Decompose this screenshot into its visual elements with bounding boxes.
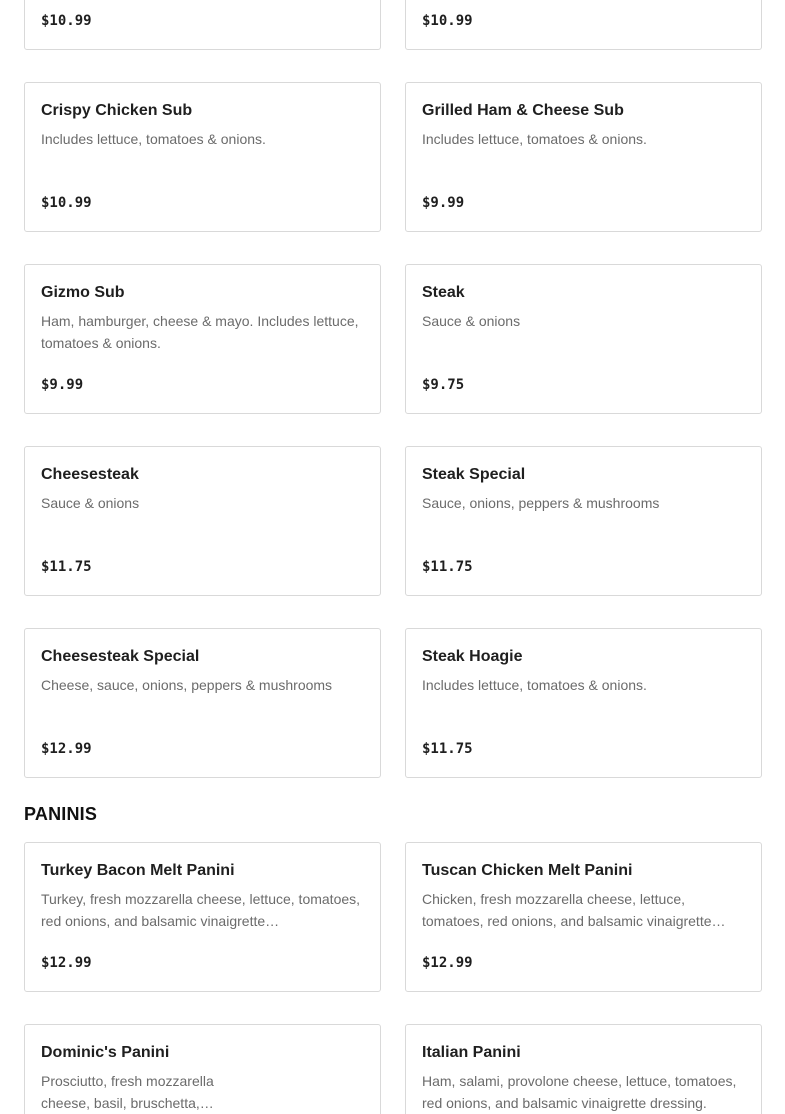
item-price: $9.99 xyxy=(41,377,84,393)
item-description: Turkey, fresh mozzarella cheese, lettuce, tomatoes, red onions, and balsamic vinaigrette… xyxy=(41,891,361,929)
item-price: $12.99 xyxy=(422,955,473,971)
menu-item-card[interactable] xyxy=(405,82,762,232)
item-description: Prosciutto, fresh mozzarella cheese, basil, bruschetta,… xyxy=(41,1073,214,1111)
menu-item-card[interactable] xyxy=(24,0,381,50)
menu-item-card[interactable] xyxy=(405,1024,762,1114)
item-price: $12.99 xyxy=(41,741,92,757)
item-description: Ham, hamburger, cheese & mayo. Includes lettuce, tomatoes & onions. xyxy=(41,313,359,351)
item-description: Ham, salami, provolone cheese, lettuce, tomatoes, red onions, and balsamic vinaigrette dressing. xyxy=(422,1073,737,1111)
item-name: Grilled Ham & Cheese Sub xyxy=(422,102,624,119)
item-description: Sauce, onions, peppers & mushrooms xyxy=(422,495,660,511)
item-price: $9.99 xyxy=(422,195,465,211)
item-name: Cheesesteak xyxy=(41,466,139,483)
item-price: $10.99 xyxy=(422,13,473,29)
item-price: $9.75 xyxy=(422,377,465,393)
menu-item-card[interactable] xyxy=(24,628,381,778)
menu-item-card[interactable] xyxy=(405,264,762,414)
item-price: $10.99 xyxy=(41,195,92,211)
item-name: Crispy Chicken Sub xyxy=(41,102,193,119)
menu-item-card[interactable] xyxy=(405,446,762,596)
item-description: Chicken, fresh mozzarella cheese, lettuce, tomatoes, red onions, and balsamic vinaigrette… xyxy=(422,891,726,929)
item-name: Italian Panini xyxy=(422,1044,521,1061)
item-name: Turkey Bacon Melt Panini xyxy=(41,862,235,879)
item-name: Steak xyxy=(422,284,465,301)
menu-item-card[interactable] xyxy=(405,842,762,992)
item-name: Dominic's Panini xyxy=(41,1044,170,1061)
item-description: Cheese, sauce, onions, peppers & mushrooms xyxy=(41,677,333,693)
item-description: Includes lettuce, tomatoes & onions. xyxy=(41,131,266,147)
item-price: $11.75 xyxy=(41,559,92,575)
menu-item-card[interactable] xyxy=(24,82,381,232)
menu-item-card[interactable] xyxy=(24,1024,381,1114)
item-name: Cheesesteak Special xyxy=(41,648,200,665)
menu-item-card[interactable] xyxy=(405,0,762,50)
item-description: Includes lettuce, tomatoes & onions. xyxy=(422,131,647,147)
menu-item-card[interactable] xyxy=(24,264,381,414)
item-name: Steak Special xyxy=(422,466,526,483)
section-title-paninis: PANINIS xyxy=(24,804,98,824)
menu-item-card[interactable] xyxy=(24,446,381,596)
item-price: $12.99 xyxy=(41,955,92,971)
menu-item-card[interactable] xyxy=(24,842,381,992)
item-description: Sauce & onions xyxy=(422,313,521,329)
item-description: Includes lettuce, tomatoes & onions. xyxy=(422,677,647,693)
item-name: Tuscan Chicken Melt Panini xyxy=(422,862,633,879)
item-name: Gizmo Sub xyxy=(41,284,125,301)
item-price: $11.75 xyxy=(422,741,473,757)
item-price: $10.99 xyxy=(41,13,92,29)
item-description: Sauce & onions xyxy=(41,495,140,511)
item-price: $11.75 xyxy=(422,559,473,575)
menu-item-card[interactable] xyxy=(405,628,762,778)
item-name: Steak Hoagie xyxy=(422,648,523,665)
